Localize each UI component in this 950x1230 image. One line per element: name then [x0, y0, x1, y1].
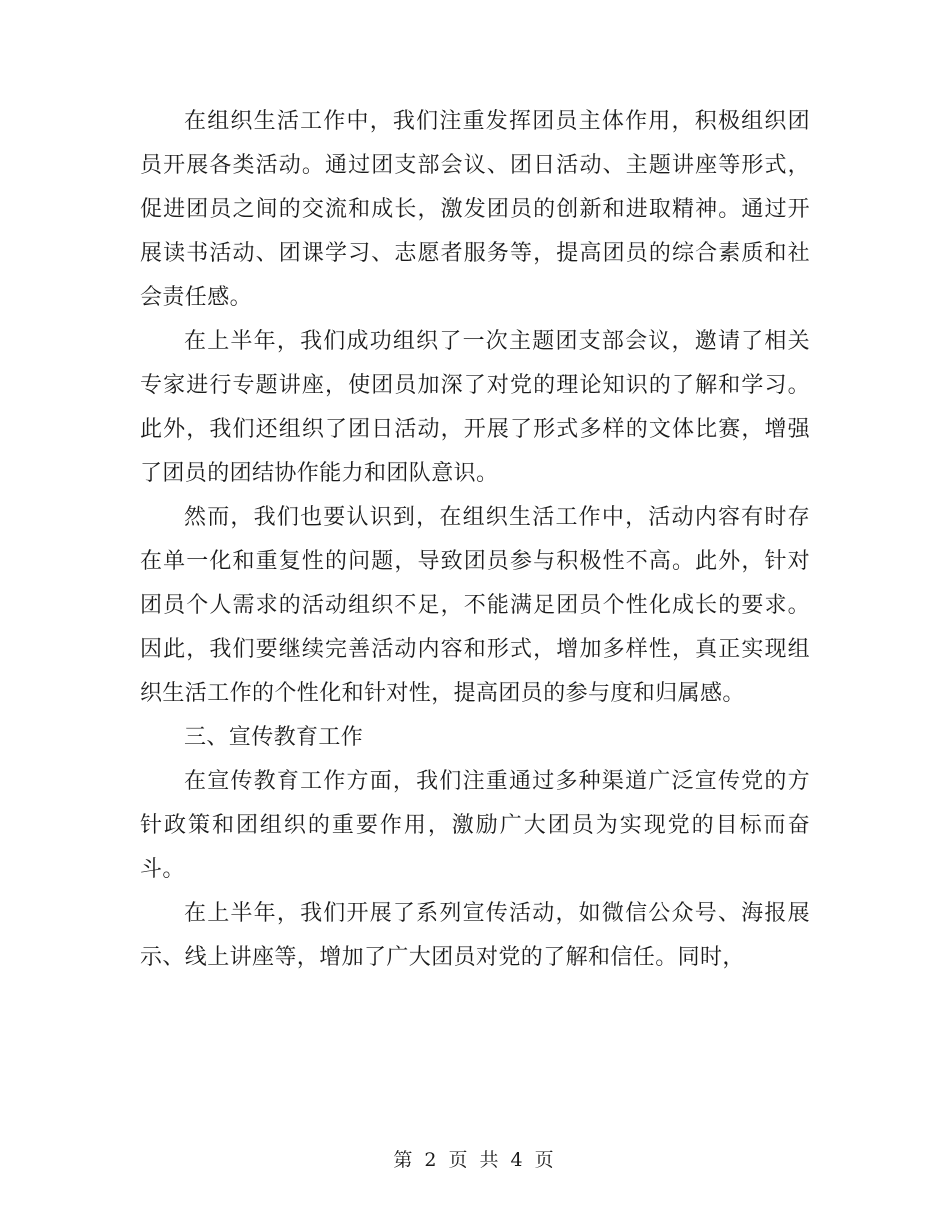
paragraph-first-half-meeting: 在上半年，我们成功组织了一次主题团支部会议，邀请了相关专家进行专题讲座，使团员加深了对党的理论知识的了解和学习。此外，我们还组织了团日活动，开展了形式多样的文体比赛，增强了团员的团结协作能力和团队意识。 — [140, 329, 810, 486]
paragraph-publicity-activities: 在上半年，我们开展了系列宣传活动，如微信公众号、海报展示、线上讲座等，增加了广大团员对党的了解和信任。同时， — [140, 901, 810, 970]
section-heading: 三、宣传教育工作 — [184, 725, 364, 750]
paragraph-publicity-education: 在宣传教育工作方面，我们注重通过多种渠道广泛宣传党的方针政策和团组织的重要作用，激励广大团员为实现党的目标而奋斗。 — [140, 769, 810, 882]
document-body — [140, 100, 810, 980]
paragraph-organization-life: 在组织生活工作中，我们注重发挥团员主体作用，积极组织团员开展各类活动。通过团支部会议、团日活动、主题讲座等形式，促进团员之间的交流和成长，激发团员的创新和进取精神。通过开展读书活动、团课学习、志愿者服务等，提高团员的综合素质和社会责任感。 — [140, 109, 810, 310]
page-number-footer: 第 2 页 共 4 页 — [393, 1149, 557, 1171]
paragraph-problems: 然而，我们也要认识到，在组织生活工作中，活动内容有时存在单一化和重复性的问题，导致团员参与积极性不高。此外，针对团员个人需求的活动组织不足，不能满足团员个性化成长的要求。因此，我们要继续完善活动内容和形式，增加多样性，真正实现组织生活工作的个性化和针对性，提高团员的参与度和归属感。 — [140, 505, 810, 706]
